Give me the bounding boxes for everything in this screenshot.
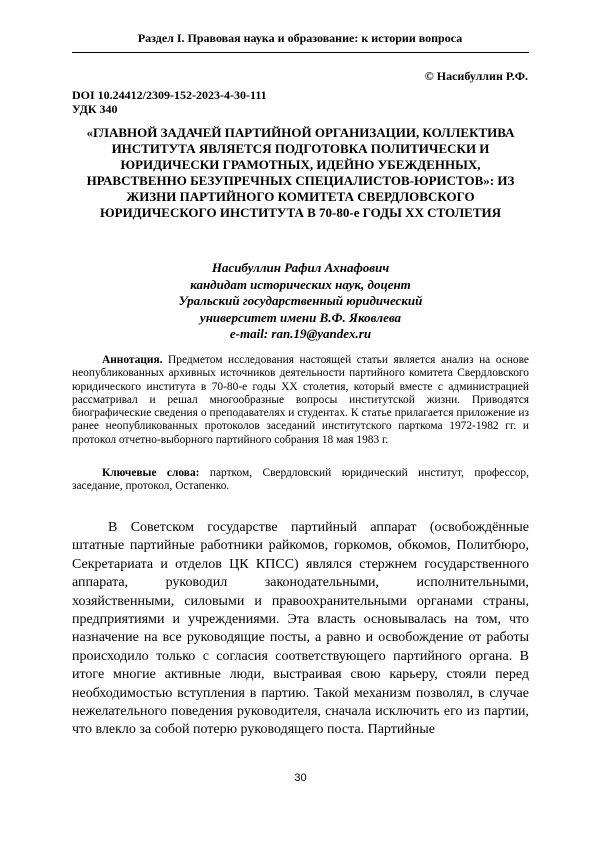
keywords-text: партком, Свердловский юридический институт, профессор, заседание, протокол, Остапенко. <box>72 467 529 493</box>
abstract-text: Предметом исследования настоящей статьи является анализ на основе неопубликованных архивных источников деятельности партийного комитета Свердловского юридического института в 70-80-е годы XX столетия, который вместе с администрацией рассматривал и решал многообразные вопросы институтской жизни. Приводятся биографические сведения о преподавателях и студентах. К статье прилагается приложение из ранее неопубликованных протоколов заседаний институтского парткома 1972-1982 гг. и протокол отчетно-выборного партийного собрания 18 мая 1983 г. <box>72 354 529 446</box>
author-block <box>72 260 529 343</box>
keywords <box>72 467 529 494</box>
page-number: 30 <box>294 772 307 784</box>
author-email: e-mail: ran.19@yandex.ru <box>229 326 372 341</box>
body-paragraph: В Советском государстве партийный аппарат (освобождённые штатные партийные работники райкомов, горкомов, обкомов, Политбюро, Секретариата и отделов ЦК КПСС) являлся стержнем государственного аппарата, руководил законодательными, исполнительными, хозяйственными, силовыми и правоохранительными органами страны, предприятиями и учреждениями. Эта власть основывалась на том, что назначение на все руководящие посты, а равно и освобождение от работы происходило только с согласия соответствующего партийного органа. В итоге многие активные люди, выстраивая свою карьеру, стояли перед необходимостью вступления в партию. Такой механизм позволял, в случае нежелательного поведения руководителя, сначала исключить его из партии, что влекло за собой потерю руководящего поста. Партийные <box>72 520 529 738</box>
doi-line: DOI 10.24412/2309-152-2023-4-30-111 <box>72 88 267 102</box>
article-identifiers <box>72 88 267 116</box>
author-affiliation-line2: университет имени В.Ф. Яковлева <box>199 309 402 325</box>
header-divider <box>72 52 529 53</box>
article-title: «ГЛАВНОЙ ЗАДАЧЕЙ ПАРТИЙНОЙ ОРГАНИЗАЦИИ, КОЛЛЕКТИВА ИНСТИТУТА ЯВЛЯЕТСЯ ПОДГОТОВКА ПОЛИТИЧЕСКИ И ЮРИДИЧЕСКИ ГРАМОТНЫХ, ИДЕЙНО УБЕЖДЕННЫХ, НРАВСТВЕННО БЕЗУПРЕЧНЫХ СПЕЦИАЛИСТОВ-ЮРИСТОВ»: ИЗ ЖИЗНИ ПАРТИЙНОГО КОМИТЕТА СВЕРДЛОВСКОГО ЮРИДИЧЕСКОГО ИНСТИТУТА В 70-80-е ГОДЫ XX СТОЛЕТИЯ <box>86 125 515 220</box>
running-head: Раздел I. Правовая наука и образование: к истории вопроса <box>137 31 463 45</box>
udk-line: УДК 340 <box>72 102 118 116</box>
copyright-notice: © Насибуллин Р.Ф. <box>424 69 528 83</box>
abstract-label: Аннотация. <box>102 354 163 366</box>
author-degree: кандидат исторических наук, доцент <box>190 276 411 292</box>
abstract <box>72 354 529 447</box>
author-affiliation-line1: Уральский государственный юридический <box>178 293 423 308</box>
keywords-label: Ключевые слова: <box>102 467 200 479</box>
author-name: Насибуллин Рафил Ахнафович <box>211 260 390 275</box>
